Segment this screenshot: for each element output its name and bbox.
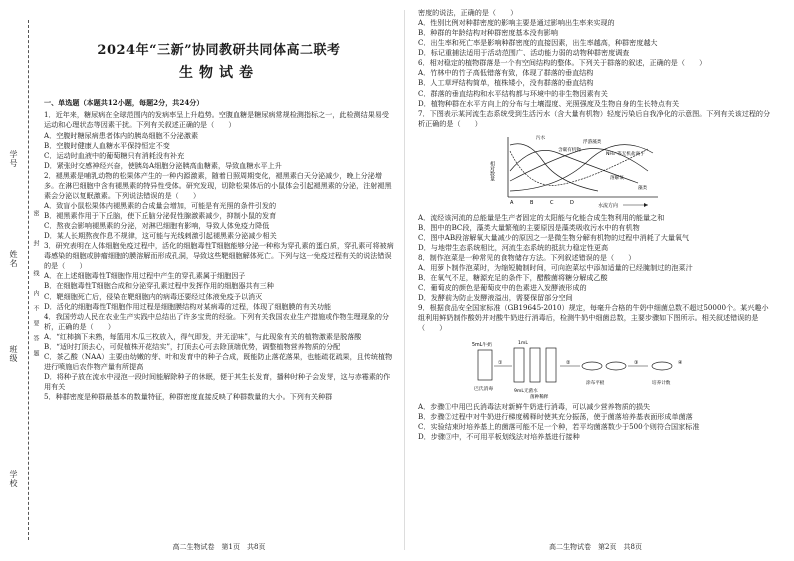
figure-label: 培养计数 bbox=[652, 380, 671, 386]
option-b: B．种群的年龄结构对种群密度基本没有影响 bbox=[418, 28, 558, 38]
seal-char: 内 bbox=[32, 290, 39, 297]
page-2 bbox=[418, 8, 773, 553]
step-label: ④ bbox=[678, 359, 683, 366]
option-d: D．将种子放在流水中浸泡一段时间能解除种子的休眠，便于其生长发育，播种时种子会发芽，这与赤霉素的作用有关 bbox=[44, 372, 391, 392]
seal-char: 答 bbox=[32, 335, 39, 342]
seal-char: 不 bbox=[32, 305, 39, 312]
seal-char: 题 bbox=[32, 350, 39, 357]
question-8 bbox=[418, 253, 773, 303]
flow-arrow-head bbox=[644, 203, 648, 207]
option-b: B．在细胞毒性T细胞合成和分泌穿孔素过程中发挥作用的细胞器共有三种 bbox=[44, 281, 274, 291]
section-heading: 一、单选题（本题共12小题，每题2分，共24分） bbox=[44, 98, 204, 108]
question-stem: 6．相对稳定的植物群落是一个有空间结构的整体。下列关于群落的叙述，正确的是（ ） bbox=[418, 58, 707, 68]
binding-line bbox=[28, 20, 29, 540]
question-stem: 密度的说法，正确的是（ ） bbox=[418, 8, 518, 17]
option-c: C．运动时血液中的葡萄糖只有消耗没有补充 bbox=[44, 150, 185, 160]
binding-label-student-id: 学号 bbox=[9, 150, 18, 168]
test-tube bbox=[530, 348, 540, 382]
petri-dish bbox=[606, 362, 626, 370]
question-stem: 1．近年来，糖尿病在全球范围内的发病率呈上升趋势。空腹血糖是糖尿病常规检测指标之一，此检测结果易受运动和心理状态等因素干扰。下列有关叙述正确的是（ ） bbox=[44, 110, 390, 130]
question-4 bbox=[44, 312, 394, 393]
step-label: ① bbox=[498, 359, 503, 366]
binding-label-class: 班级 bbox=[9, 345, 18, 363]
y-axis-label: 相对数量 bbox=[489, 160, 495, 181]
option-a: A．“红柿摘下未熟，每篮用木瓜三枚放入，得气即发，并无涩味”，与此现象有关的植物激素是脱落酸 bbox=[44, 331, 362, 341]
option-a: A．用萝卜制作泡菜时，为缩短腌制时间，可向泡菜坛中添加适量的已经腌制过的泡菜汁 bbox=[418, 263, 693, 273]
option-d: D．紧张时交感神经兴奋，使胰岛A细胞分泌胰高血糖素，导致血糖水平上升 bbox=[44, 160, 282, 170]
exam-subject: 生物试卷 bbox=[179, 65, 259, 82]
curve-label: 含碳有机物 bbox=[558, 147, 581, 153]
figure-label: 1mL bbox=[518, 340, 528, 346]
option-b: B．图中的BC段，藻类大量繁殖的主要原因是藻类吸收污水中的有机物 bbox=[418, 222, 640, 232]
option-d: D．植物种群在水平方向上的分布与土壤湿度、光照强度及生物自身的生长特点有关 bbox=[418, 98, 680, 108]
figure-label: 5mL牛奶 bbox=[472, 342, 492, 348]
question-5-continued bbox=[418, 8, 773, 58]
petri-dish bbox=[652, 362, 672, 370]
page-footer: 高二生物试卷 第1页 共8页 bbox=[172, 543, 266, 552]
seal-char: 要 bbox=[32, 320, 39, 327]
option-c: C．实验结束时培养基上的菌落可能不足一个种，若平均菌落数少于500个则符合国家标准 bbox=[418, 421, 700, 431]
option-b: B．人工草坪结构简单，植株矮小，没有群落的垂直结构 bbox=[418, 78, 594, 88]
page-footer: 高二生物试卷 第2页 共8页 bbox=[549, 543, 642, 552]
page-1 bbox=[44, 8, 394, 553]
option-c: C．熬夜会影响褪黑素的分泌，对淋巴细胞有影响，导致人体免疫力降低 bbox=[44, 221, 270, 231]
question-stem: 2．褪黑素是哺乳动物的松果体产生的一种内源激素，随着日照周期变化，褪黑素白天分泌减少，晚上分泌增多。在淋巴细胞中含有褪黑素的特异性受体。研究发现，切除松果体后的小鼠体会引起褪黑素的分泌，注射褪黑素会分泌以复眠激素。下列说法错误的是（ ） bbox=[44, 170, 392, 200]
option-b: B．“适时打顶去心，可促植株开花结实”，打顶去心可去除顶端优势，调整植物营养物质的分配 bbox=[44, 341, 341, 351]
option-b: B．空腹时健康人血糖水平保持恒定不变 bbox=[44, 140, 170, 150]
test-tube bbox=[546, 348, 556, 382]
option-c: C．图中AB段溶解氧大量减少的原因之一是微生物分解有机物的过程中消耗了大量氧气 bbox=[418, 232, 690, 242]
petri-dish bbox=[582, 362, 602, 370]
option-d: D．步骤③中，不可用平板划线法对培养基进行接种 bbox=[418, 431, 580, 441]
seal-char: 线 bbox=[32, 270, 39, 277]
page-divider bbox=[404, 10, 405, 550]
curve-label: 浮游藻类 bbox=[583, 139, 602, 145]
question-stem: 9．根据食品安全国家标准（GB19645-2010）规定，每毫升合格的牛奶中细菌总数不超过50000个。某兴趣小组利用鲜奶制作酸奶并对酸牛奶进行消毒后，检测牛奶中细菌总数，主要步骤如下图所示。相关叙述错误的是（ ） bbox=[418, 303, 769, 333]
step-label: ③ bbox=[634, 359, 639, 366]
option-d: D．某人长期熬夜作息不规律，这可能与光线刺激引起褪黑素分泌减少相关 bbox=[44, 231, 277, 241]
option-d: D．活化的细胞毒性T细胞作用过程是细胞膜结构对某病毒的过程，体现了细胞膜的有关功能 bbox=[44, 301, 332, 311]
option-a: A．在上述细胞毒性T细胞作用过程中产生的穿孔素属于细胞因子 bbox=[44, 271, 246, 281]
option-a: A．性别比例对种群密度的影响主要是通过影响出生率来实现的 bbox=[418, 18, 615, 28]
question-stem: 3．研究表明在人体细胞免疫过程中，活化的细胞毒性T细胞能够分泌一种称为穿孔素的蛋白质，穿孔素可将被病毒感染的细胞或肿瘤细胞的膜溶解而形成孔洞，导致这些靶细胞解体死亡。下列与这一免疫过程有关的说法错误的是（ ） bbox=[44, 241, 394, 271]
binding-margin bbox=[0, 0, 40, 561]
test-tube bbox=[514, 348, 524, 382]
curve-sewage bbox=[510, 143, 598, 190]
binding-label-name: 姓名 bbox=[9, 250, 18, 268]
point-label: D bbox=[570, 199, 574, 206]
exam-title: 2024年“三新”协同教研共同体高二联考 bbox=[97, 43, 341, 58]
point-label: A bbox=[510, 199, 514, 206]
step-label: ② bbox=[566, 359, 571, 366]
figure-label: 巴氏消毒 bbox=[474, 386, 494, 392]
question-3 bbox=[44, 241, 394, 311]
seal-char: 封 bbox=[32, 240, 39, 247]
question-stem: 8．制作泡菜是一种常见的食物储存方法。下列叙述错误的是（ ） bbox=[418, 253, 636, 262]
figure-label: 菌种稀释 bbox=[530, 394, 549, 400]
question-stem: 4．我国劳动人民在农业生产实践中总结出了许多宝贵的经验。下列有关我国农业生产措施或作物生理现象的分析，正确的是（ ） bbox=[44, 311, 390, 331]
curve-label: 溶解氧 bbox=[610, 175, 624, 181]
river-purification-diagram bbox=[488, 131, 688, 211]
milk-bottle bbox=[478, 350, 492, 380]
question-7 bbox=[418, 109, 773, 253]
option-c: C．靶细胞死亡后，侵染在靶细胞内的病毒还要经过体液免疫予以消灭 bbox=[44, 291, 263, 301]
point-label: C bbox=[550, 199, 554, 206]
point-label: B bbox=[530, 199, 534, 206]
milk-test-diagram bbox=[468, 336, 698, 400]
option-a: A．空腹时糖尿病患者体内的胰岛细胞不分泌激素 bbox=[44, 130, 199, 140]
question-5 bbox=[44, 392, 394, 402]
option-d: D．标记重捕法适用于活动范围广、活动能力弱的动物种群密度调查 bbox=[418, 48, 630, 58]
option-a: A．流经该河流的总能量是生产者固定的太阳能与化能合成生物利用的能量之和 bbox=[418, 212, 665, 222]
figure-label: 9mL无菌水 bbox=[514, 388, 538, 394]
river-purification-figure bbox=[418, 131, 773, 211]
seal-char: 密 bbox=[32, 210, 39, 217]
option-b: B．褪黑素作用于下丘脑，使下丘脑分泌促性腺激素减少，抑制小鼠的发育 bbox=[44, 211, 277, 221]
option-a: A．竹林中的竹子高低错落有致，体现了群落的垂直结构 bbox=[418, 68, 594, 78]
option-a: A．步骤①中用巴氏消毒法对新鲜牛奶进行消毒，可以减少营养物质的损失 bbox=[418, 401, 651, 411]
option-b: B．步骤②过程中对牛奶进行梯度稀释时使其充分振荡，使于菌落培养基表面形成单菌落 bbox=[418, 411, 693, 421]
option-d: D．发酵前为防止发酵液溢出，需要保留部分空间 bbox=[418, 293, 573, 303]
option-c: C．出生率和死亡率是影响种群密度的直接因素，出生率越高，种群密度越大 bbox=[418, 38, 658, 48]
option-a: A．致盲小鼠松果体内褪黑素的合成量会增加，可能是有光照的条件引发的 bbox=[44, 200, 277, 210]
curve-label: NH₄⁺等无机盐离子 bbox=[606, 151, 645, 157]
option-c: C．群落的垂直结构和水平结构都与环境中的非生物因素有关 bbox=[418, 88, 608, 98]
question-1 bbox=[44, 110, 394, 170]
figure-label: 涂布平板 bbox=[586, 380, 605, 386]
option-b: B．在氧气不足，糖源充足的条件下，醋酸菌将糖分解成乙酸 bbox=[418, 273, 608, 283]
option-c: C．葡萄皮的颜色是葡萄皮中的色素进入发酵液形成的 bbox=[418, 283, 587, 293]
question-2 bbox=[44, 171, 394, 241]
question-stem: 7．下图表示某河流生态系统受到生活污水（含大量有机物）轻度污染后自我净化的示意图。下列有关该过程的分析正确的是（ ） bbox=[418, 108, 771, 128]
milk-test-figure bbox=[418, 336, 773, 400]
question-stem: 5．种群密度是种群最基本的数量特征，种群密度直接反映了种群数量的大小。下列有关种群 bbox=[44, 392, 333, 402]
curve-label: 藻类 bbox=[638, 185, 648, 191]
curve-label: 污水 bbox=[536, 135, 546, 141]
binding-label-school: 学校 bbox=[9, 470, 18, 488]
option-d: D．与地带生态系统相比，河流生态系统的抵抗力稳定性更高 bbox=[418, 242, 609, 252]
x-axis-label: 水流方向 bbox=[598, 202, 619, 209]
option-c: C．茶乙酸（NAA）主要由幼嫩的芽、叶和发育中的种子合成，既能防止落花落果，也能疏花疏果，且传统植物进行喷施后农作物产量有所提高 bbox=[44, 351, 393, 371]
question-9 bbox=[418, 303, 773, 441]
question-6 bbox=[418, 58, 773, 108]
